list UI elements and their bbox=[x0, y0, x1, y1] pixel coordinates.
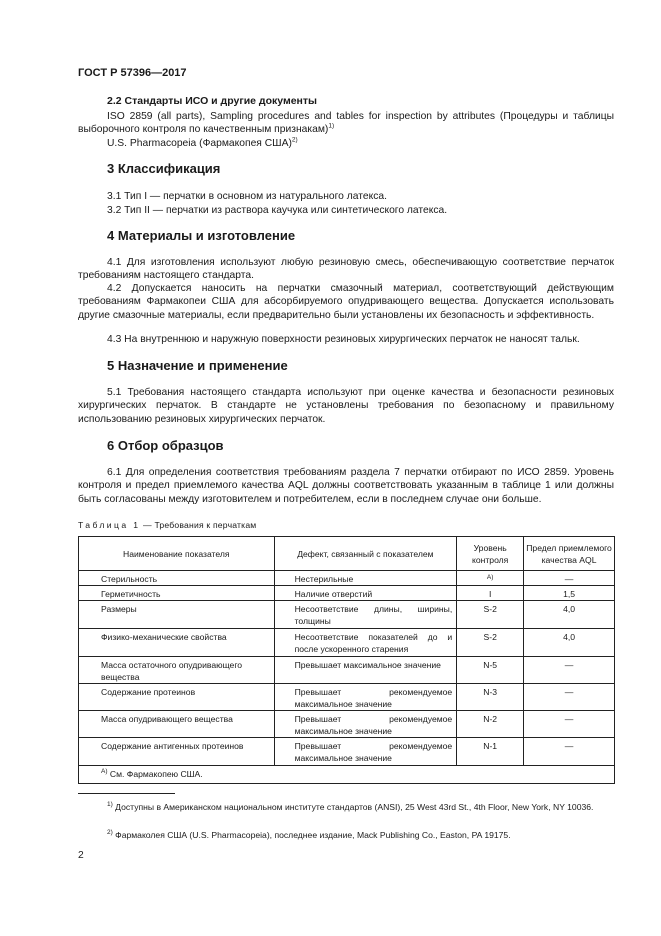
cell-level: N-2 bbox=[457, 711, 524, 738]
table-row bbox=[79, 684, 615, 711]
footnote-1-mark: 1) bbox=[107, 801, 113, 809]
cell-aql: 4,0 bbox=[524, 601, 615, 629]
cell-level: S-2 bbox=[457, 601, 524, 629]
cell-aql: — bbox=[524, 657, 615, 684]
table-row bbox=[79, 571, 615, 586]
paragraph-4-3: 4.3 На внутреннюю и наружную поверхности резиновых хирургических перчаток не наносят тальк. bbox=[107, 334, 580, 345]
paragraph-4-1: 4.1 Для изготовления используют любую резиновую смесь, обеспечивающую соответствие перчаток требованиям настоящего стандарта. bbox=[78, 257, 614, 282]
cell-level: A) bbox=[457, 571, 524, 586]
footnote-1-text: Доступны в Американском национальном институте стандартов (ANSI), 25 West 43rd St., 4th Floor, New York, NY 10036. bbox=[115, 802, 594, 812]
cell-name: Масса опудривающего вещества bbox=[79, 711, 275, 738]
table-row bbox=[79, 657, 615, 684]
header-defect: Дефект, связанный с показателем bbox=[274, 537, 457, 571]
cell-defect: Наличие отверстий bbox=[274, 586, 457, 601]
footnote-2-mark: 2) bbox=[107, 829, 113, 837]
section-title-5: 5 Назначение и применение bbox=[107, 358, 288, 373]
cell-level: N-3 bbox=[457, 684, 524, 711]
requirements-table bbox=[78, 536, 615, 784]
footnote-ref-2: 2) bbox=[291, 136, 298, 144]
cell-defect: Превышает рекомендуемое максимальное значение bbox=[274, 684, 457, 711]
cell-level: N-5 bbox=[457, 657, 524, 684]
paragraph-5-1: 5.1 Требования настоящего стандарта используют при оценке качества и безопасности резиновых хирургических перчаток. В стандарте не установлены требования по безопасному и правильному использованию резиновых хирургических перчаток. bbox=[78, 387, 614, 425]
paragraph-6-1: 6.1 Для определения соответствия требованиям раздела 7 перчатки отбирают по ИСО 2859. Уровень контроля и предел приемлемого качества AQL должны соответствовать указанным в таблице 1 или должны быть согласованы между изготовителем и потребителем, если в последнем случае они больше. bbox=[78, 467, 614, 505]
header-level: Уровень контроля bbox=[457, 537, 524, 571]
cell-aql: — bbox=[524, 738, 615, 766]
cell-level: N-1 bbox=[457, 738, 524, 766]
cell-defect: Несоответствие длины, ширины, толщины bbox=[274, 601, 457, 629]
cell-name: Содержание протеинов bbox=[79, 684, 275, 711]
cell-defect: Превышает рекомендуемое максимальное значение bbox=[274, 711, 457, 738]
table-footnote-row bbox=[79, 766, 615, 784]
table-row bbox=[79, 711, 615, 738]
section-title-4: 4 Материалы и изготовление bbox=[107, 228, 296, 243]
table-footnote-mark: A) bbox=[101, 768, 108, 776]
usp-reference bbox=[78, 137, 614, 150]
table-footnote-text: См. Фармакопею США. bbox=[109, 769, 203, 779]
footnote-ref-1: 1) bbox=[328, 122, 335, 130]
footnote-2 bbox=[78, 829, 614, 841]
cell-level: S-2 bbox=[457, 629, 524, 657]
cell-level: I bbox=[457, 586, 524, 601]
section-title-3: 3 Классификация bbox=[107, 161, 221, 176]
table-row bbox=[79, 586, 615, 601]
cell-defect: Несоответствие показателей до и после ускоренного старения bbox=[274, 629, 457, 657]
table-caption-text: — Требования к перчаткам bbox=[140, 520, 257, 530]
table-caption bbox=[78, 519, 256, 532]
document-header: ГОСТ Р 57396—2017 bbox=[78, 67, 187, 79]
usp-reference-text: U.S. Pharmacopeia (Фармакопея США) bbox=[107, 138, 292, 149]
footnote-divider bbox=[78, 793, 175, 794]
cell-name: Физико-механические свойства bbox=[79, 629, 275, 657]
cell-aql: 4,0 bbox=[524, 629, 615, 657]
footnote-2-text: Фармаколея США (U.S. Pharmacopeia), последнее издание, Mack Publishing Co., Easton, PA 19175. bbox=[115, 830, 511, 840]
table-row bbox=[79, 601, 615, 629]
cell-aql: 1,5 bbox=[524, 586, 615, 601]
cell-name: Герметичность bbox=[79, 586, 275, 601]
cell-aql: — bbox=[524, 711, 615, 738]
page-number: 2 bbox=[78, 850, 84, 861]
cell-name: Масса остаточного опудривающего вещества bbox=[79, 657, 275, 684]
table-row bbox=[79, 629, 615, 657]
table-row bbox=[79, 738, 615, 766]
iso-reference-text: ISO 2859 (all parts), Sampling procedures and tables for inspection by attributes (Процедуры и таблицы выборочного контроля по качественным признакам) bbox=[78, 111, 614, 136]
table-caption-label: Таблица 1 bbox=[78, 520, 141, 530]
cell-defect: Превышает максимальное значение bbox=[274, 657, 457, 684]
cell-aql: — bbox=[524, 571, 615, 586]
iso-reference bbox=[78, 110, 614, 137]
header-name: Наименование показателя bbox=[79, 537, 275, 571]
cell-defect: Нестерильные bbox=[274, 571, 457, 586]
cell-name: Размеры bbox=[79, 601, 275, 629]
section-3-item-1: 3.1 Тип I — перчатки в основном из натурального латекса. bbox=[107, 191, 387, 202]
section-title-6: 6 Отбор образцов bbox=[107, 438, 224, 453]
cell-aql: — bbox=[524, 684, 615, 711]
section-3-item-2: 3.2 Тип II — перчатки из раствора каучука или синтетического латекса. bbox=[107, 205, 448, 216]
cell-defect: Превышает рекомендуемое максимальное значение bbox=[274, 738, 457, 766]
paragraph-4-2: 4.2 Допускается наносить на перчатки смазочный материал, соответствующий действующим требованиям Фармакопеи США для абсорбируемого опудривающего вещества. Допускается использовать другие смазочные материалы, если предварительно были установлены их безопасность и эффективность. bbox=[78, 283, 614, 321]
header-aql: Предел приемлемого качества AQL bbox=[524, 537, 615, 571]
cell-name: Содержание антигенных протеинов bbox=[79, 738, 275, 766]
table-footnote bbox=[79, 766, 615, 784]
subsection-title-2-2: 2.2 Стандарты ИСО и другие документы bbox=[107, 95, 318, 107]
cell-name: Стерильность bbox=[79, 571, 275, 586]
table-header-row bbox=[79, 537, 615, 571]
footnote-1 bbox=[78, 801, 614, 813]
